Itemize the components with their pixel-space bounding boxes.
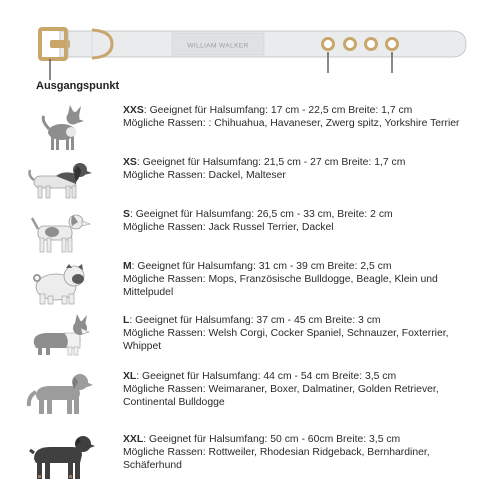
neck-fit-text: : Geeignet für Halsumfang: 31 cm - 39 cm Breite: 2,5 cm bbox=[131, 261, 392, 272]
size-description bbox=[123, 260, 468, 299]
size-code: L bbox=[123, 315, 130, 326]
breeds-text: Mögliche Rassen: : Chihuahua, Havaneser, Zwerg spitz, Yorkshire Terrier bbox=[123, 118, 460, 129]
size-code: XS bbox=[123, 157, 137, 168]
size-code: XXS bbox=[123, 105, 144, 116]
breeds-text: Mögliche Rassen: Dackel, Malteser bbox=[123, 170, 286, 181]
neck-fit-text: : Geeignet für Halsumfang: 37 cm - 45 cm Breite: 3 cm bbox=[129, 315, 381, 326]
neck-fit-text: : Geeignet für Halsumfang: 17 cm - 22,5 cm Breite: 1,7 cm bbox=[143, 105, 413, 116]
retriever-icon bbox=[26, 370, 96, 420]
neck-fit-text: : Geeignet für Halsumfang: 50 cm - 60cm Breite: 3,5 cm bbox=[143, 434, 401, 445]
neck-fit-text: : Geeignet für Halsumfang: 21,5 cm - 27 cm Breite: 1,7 cm bbox=[136, 157, 406, 168]
neck-fit-text: : Geeignet für Halsumfang: 26,5 cm - 33 cm, Breite: 2 cm bbox=[129, 209, 393, 220]
chihuahua-icon bbox=[26, 104, 96, 154]
pug-icon bbox=[26, 260, 96, 310]
size-description bbox=[123, 104, 468, 130]
breeds-text: Mögliche Rassen: Welsh Corgi, Cocker Spaniel, Schnauzer, Foxterrier, Whippet bbox=[123, 328, 449, 352]
size-description bbox=[123, 314, 468, 353]
jack-russell-icon bbox=[26, 208, 96, 258]
size-description bbox=[123, 370, 468, 409]
size-description bbox=[123, 433, 468, 472]
size-code: S bbox=[123, 209, 130, 220]
breeds-text: Mögliche Rassen: Rottweiler, Rhodesian Ridgeback, Bernhardiner, Schäferhund bbox=[123, 447, 430, 471]
dachshund-icon bbox=[26, 156, 96, 206]
breeds-text: Mögliche Rassen: Jack Russel Terrier, Dackel bbox=[123, 222, 334, 233]
brand-name: WILLIAM WALKER bbox=[187, 42, 249, 50]
size-description bbox=[123, 208, 468, 234]
corgi-icon bbox=[26, 314, 96, 364]
size-code: XXL bbox=[123, 434, 144, 445]
size-code: XL bbox=[123, 371, 137, 382]
neck-fit-text: : Geeignet für Halsumfang: 44 cm - 54 cm Breite: 3,5 cm bbox=[136, 371, 397, 382]
breeds-text: Mögliche Rassen: Weimaraner, Boxer, Dalmatiner, Golden Retriever, Continental Bulldogge bbox=[123, 384, 439, 408]
breeds-text: Mögliche Rassen: Mops, Französische Bulldogge, Beagle, Klein und Mittelpudel bbox=[123, 274, 438, 298]
size-description bbox=[123, 156, 468, 182]
rottweiler-icon bbox=[26, 433, 96, 483]
size-code: M bbox=[123, 261, 132, 272]
start-point-label: Ausgangspunkt bbox=[36, 80, 120, 92]
